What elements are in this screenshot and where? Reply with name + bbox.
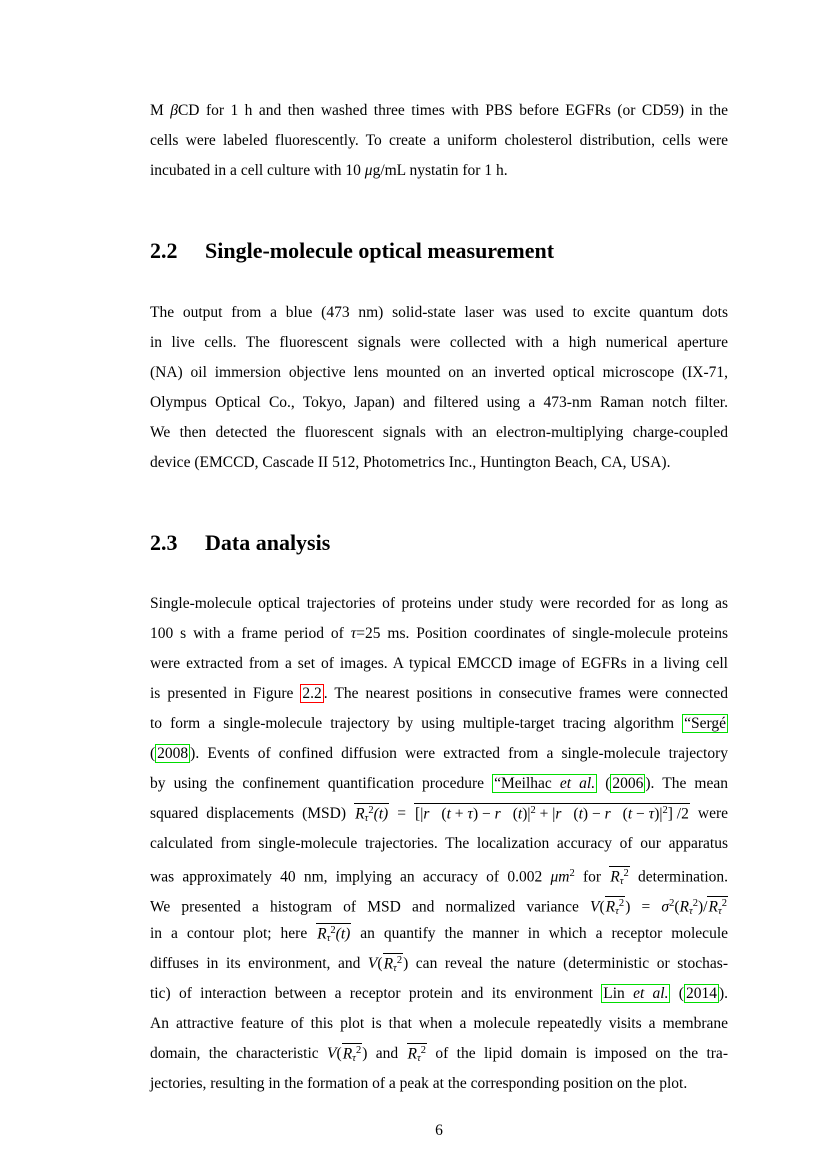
text-line: by using the confinement quantification procedure “Meilhac et al. ( 2006 ). The mean [150, 775, 728, 792]
text-line: We then detected the fluorescent signals with an electron-multiplying charge-coupled [150, 424, 728, 441]
paragraph-data-analysis [150, 589, 728, 1099]
citation-link[interactable]: 2006 [612, 775, 644, 792]
text-line: ( 2008 ). Events of confined diffusion were extracted from a single-molecule trajectory [150, 745, 728, 762]
paragraph-optical-measurement [150, 298, 728, 478]
text-line: diffuses in its environment, and $V(R\tau^2)$ can reveal the nature (deterministic or stochas- [150, 954, 729, 974]
text-line: to form a single-molecule trajectory by using multiple-target tracing algorithm “Sergé [150, 715, 726, 732]
section-title: Single-molecule optical measurement [205, 238, 555, 263]
page-content [150, 0, 728, 1141]
text-line: tic) of interaction between a receptor protein and its environment Lin et al. ( 2014 ). [150, 985, 728, 1002]
citation-link[interactable]: 2008 [157, 745, 189, 762]
text-line: 100 s with a frame period of τ=25 ms. Position coordinates of single-molecule proteins [150, 625, 728, 642]
text-line: in live cells. The fluorescent signals were collected with a high numerical aperture [150, 334, 728, 351]
text-line: incubated in a cell culture with 10 μg/mL nystatin for 1 h. [150, 162, 508, 179]
citation-link[interactable]: 2014 [685, 985, 717, 1002]
citation-link[interactable]: “Meilhac et al. [494, 775, 596, 792]
text-line: jectories, resulting in the formation of a peak at the corresponding position on the plot. [150, 1075, 688, 1092]
citation-link[interactable]: Lin et al. [603, 985, 669, 1002]
text-line: squared displacements (MSD) $R\tau^2(t)$ = [|r⃗(t + $\tau) - r⃗(t)|^2$ + |r⃗(t) − r⃗(t − $\tau)|^2$] /2 were [150, 804, 728, 824]
text-line: (NA) oil immersion objective lens mounted on an inverted optical microscope (IX-71, [150, 364, 728, 381]
section-number: 2.2 [150, 238, 178, 263]
paragraph-intro [150, 96, 728, 186]
section-title: Data analysis [205, 530, 331, 555]
text-line: was approximately 40 nm, implying an accuracy of 0.002 $\mu m^2$ for $R\tau^2$ determination. [150, 868, 728, 887]
text-line: were extracted from a set of images. A typical EMCCD image of EGFRs in a living cell [150, 655, 728, 672]
text-line: We presented a histogram of MSD and normalized variance $V(R\tau^2) = \sigma^2(R\tau^2)/R\tau^2$ [150, 898, 727, 917]
text-line: domain, the characteristic $V(R\tau^2)$ and $R\tau^2$ of the lipid domain is imposed on the tra- [150, 1044, 728, 1064]
text-line: Single-molecule optical trajectories of proteins under study were recorded for as long as [150, 595, 728, 612]
text-line: Olympus Optical Co., Tokyo, Japan) and filtered using a 473-nm Raman notch filter. [150, 394, 728, 411]
text-line: M βCD for 1 h and then washed three times with PBS before EGFRs (or CD59) in the [150, 102, 728, 119]
text-line: is presented in Figure 2.2 . The nearest positions in consecutive frames were connected [150, 685, 728, 702]
text-line: An attractive feature of this plot is that when a molecule repeatedly visits a membrane [150, 1015, 728, 1032]
text-line: in a contour plot; here $R\tau^2(t)$ an quantify the manner in which a receptor molecule [150, 924, 729, 944]
figure-reference-link[interactable]: 2.2 [302, 685, 322, 702]
section-heading-2-2 [150, 237, 728, 265]
section-heading-2-3 [150, 529, 728, 557]
text-line: device (EMCCD, Cascade II 512, Photometrics Inc., Huntington Beach, CA, USA). [150, 454, 671, 471]
page-number: 6 [435, 1122, 443, 1139]
citation-link[interactable]: “Sergé [684, 715, 726, 732]
section-number: 2.3 [150, 530, 178, 555]
text-line: calculated from single-molecule trajectories. The localization accuracy of our apparatus [150, 835, 728, 852]
text-line: cells were labeled fluorescently. To create a uniform cholesterol distribution, cells were [150, 132, 728, 149]
text-line: The output from a blue (473 nm) solid-state laser was used to excite quantum dots [150, 304, 728, 321]
